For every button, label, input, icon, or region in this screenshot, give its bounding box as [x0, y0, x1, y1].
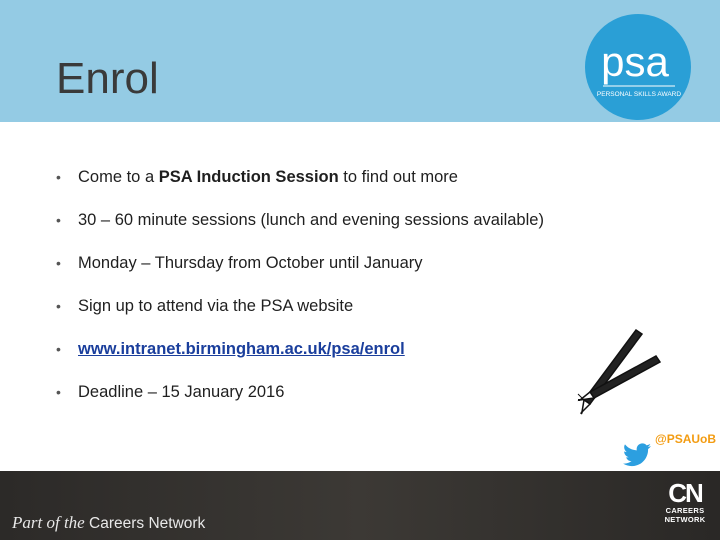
psa-logo-text: psa	[601, 38, 669, 85]
list-item	[56, 375, 616, 418]
cn-logo-mark: CN	[668, 478, 702, 508]
cn-logo-line1: CAREERS	[665, 506, 705, 515]
pencil-icon	[570, 322, 670, 422]
psa-logo-subtext: PERSONAL SKILLS AWARD	[596, 91, 682, 98]
list-item	[56, 203, 616, 246]
bullet-dot: •	[56, 384, 61, 400]
enrol-link[interactable]: www.intranet.birmingham.ac.uk/psa/enrol	[78, 340, 405, 358]
bullet-dot: •	[56, 255, 61, 271]
bullet-dot: •	[56, 212, 61, 228]
footer-part-of: Part of the	[12, 513, 85, 532]
footer-tagline	[12, 513, 205, 533]
cn-logo-line2: NETWORK	[664, 515, 706, 524]
bullet-list	[56, 160, 616, 418]
list-item	[56, 289, 616, 332]
list-item	[56, 246, 616, 289]
bullet-dot: •	[56, 169, 61, 185]
bullet-text-suffix: to find out more	[338, 168, 458, 186]
footer-network-name: Careers Network	[89, 515, 206, 532]
twitter-handle[interactable]: @PSAUoB	[655, 432, 717, 446]
bullet-text: 30 – 60 minute sessions (lunch and evening sessions available)	[78, 211, 544, 229]
bullet-text: Deadline – 15 January 2016	[78, 383, 285, 401]
careers-network-logo	[655, 480, 715, 536]
bullet-text: Monday – Thursday from October until January	[78, 254, 423, 272]
list-item	[56, 160, 616, 203]
bullet-dot: •	[56, 298, 61, 314]
slide-title: Enrol	[56, 54, 159, 103]
psa-logo	[585, 14, 691, 120]
bullet-text-prefix: Come to a	[78, 168, 159, 186]
list-item	[56, 332, 616, 375]
twitter-icon[interactable]	[623, 443, 651, 467]
bullet-text: Sign up to attend via the PSA website	[78, 297, 354, 315]
bullet-dot: •	[56, 341, 61, 357]
bullet-text-bold: PSA Induction Session	[158, 168, 339, 186]
